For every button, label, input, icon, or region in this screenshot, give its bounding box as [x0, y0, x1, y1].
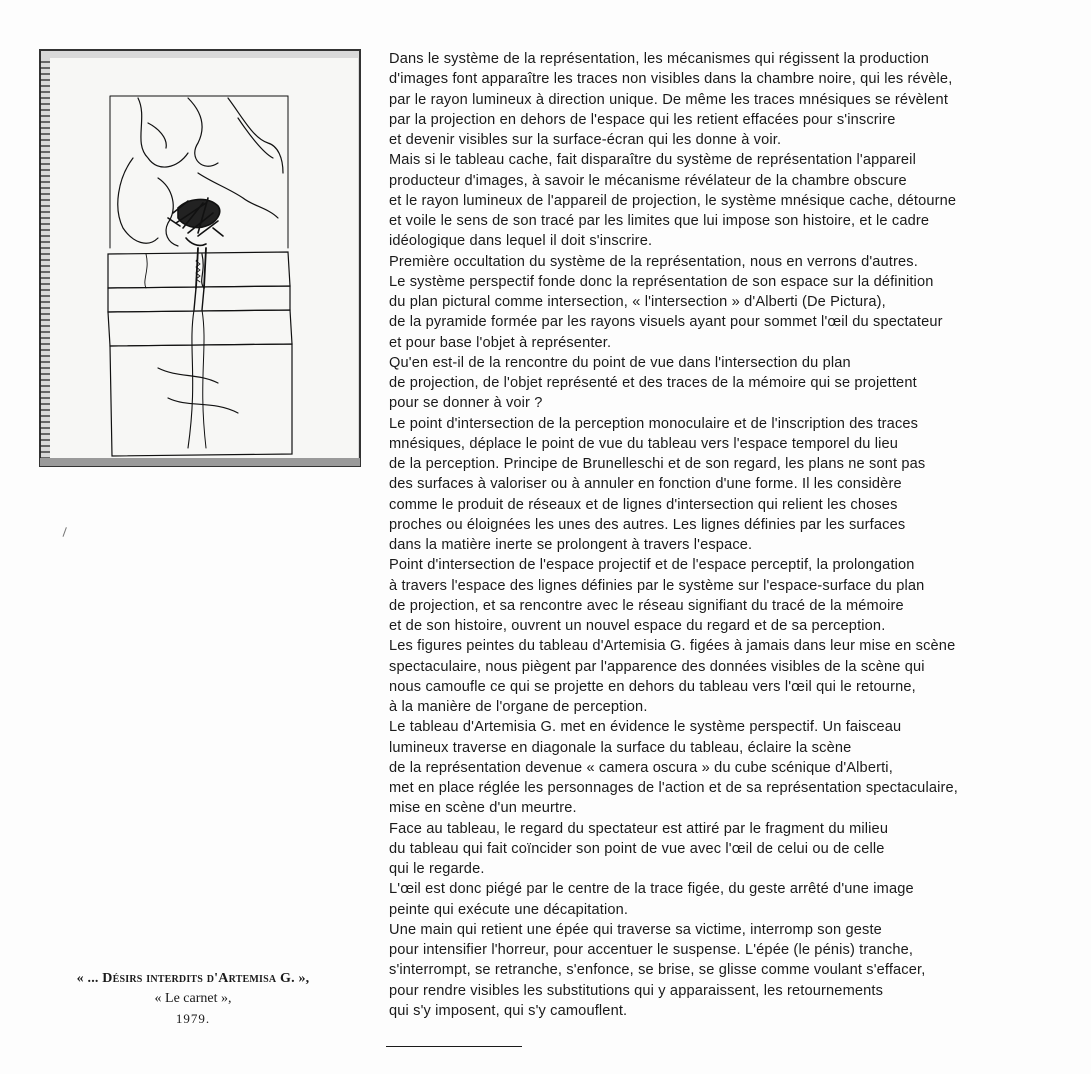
- footnote-rule: [386, 1046, 522, 1047]
- text-line: et pour base l'objet à représenter.: [389, 334, 612, 351]
- text-line: dans la matière inerte se prolongent à travers l'espace.: [389, 537, 753, 553]
- text-line: Dans le système de la représentation, les mécanismes qui régissent la production: [389, 51, 930, 67]
- text-line: met en place réglée les personnages de l'action et de sa représentation spectaculaire,: [389, 780, 958, 796]
- text-line: à travers l'espace des lignes définies par le système sur l'espace-surface du plan: [389, 577, 925, 594]
- text-line: qui le regarde.: [389, 861, 485, 877]
- sketchbook-drawing: [38, 48, 364, 470]
- text-line: par le rayon lumineux à direction unique. De même les traces mnésiques se révèlent: [389, 91, 949, 108]
- text-line: et devenir visibles sur la surface-écran qui les donne à voir.: [389, 132, 782, 148]
- text-line: Le tableau d'Artemisia G. met en évidence le système perspectif. Un faisceau: [389, 719, 902, 736]
- text-line: Point d'intersection de l'espace projectif et de l'espace perceptif, la prolongation: [389, 557, 915, 574]
- spiral-binding: [40, 62, 50, 458]
- text-line: comme le produit de réseaux et de lignes d'intersection qui relient les choses: [389, 496, 898, 513]
- caption-year: 1979.: [175, 1011, 211, 1026]
- text-line: d'images font apparaître les traces non visibles dans la chambre noire, qui les révèle,: [389, 71, 953, 88]
- sketchbook-illustration: [38, 48, 364, 470]
- pencil-mark: [63, 527, 73, 539]
- text-line: et de son histoire, ouvrent un nouvel espace du regard et de sa perception.: [389, 618, 886, 634]
- text-line: et voile le sens de son tracé par les limites que lui impose son histoire, et le cadre: [389, 213, 930, 229]
- text-line: Le point d'intersection de la perception monoculaire et de l'inscription des traces: [389, 415, 919, 432]
- notebook-shadow: [40, 458, 360, 466]
- text-line: spectaculaire, nous piègent par l'apparence des données visibles de la scène qui: [389, 658, 925, 675]
- text-line: à la manière de l'organe de perception.: [389, 699, 648, 715]
- text-line: des surfaces à valoriser ou à annuler en fonction d'une forme. Il les considère: [389, 476, 902, 493]
- text-line: s'interrompt, se retranche, s'enfonce, se brise, se glisse comme voulant s'effacer,: [389, 962, 926, 979]
- text-line: par la projection en dehors de l'espace qui les retient effacées pour s'inscrire: [389, 111, 896, 128]
- text-line: Qu'en est-il de la rencontre du point de vue dans l'intersection du plan: [389, 354, 851, 371]
- text-line: qui s'y imposent, qui s'y camouflent.: [389, 1002, 628, 1019]
- text-line: de la représentation devenue « camera oscura » du cube scénique d'Alberti,: [389, 759, 893, 776]
- text-line: Première occultation du système de la représentation, nous en verrons d'autres.: [389, 253, 918, 270]
- text-line: du tableau qui fait coïncider son point de vue avec l'œil de celui ou de celle: [389, 840, 885, 857]
- figure-caption: [30, 968, 356, 1029]
- text-line: lumineux traverse en diagonale la surface du tableau, éclaire la scène: [389, 739, 852, 756]
- text-line: proches ou éloignées les unes des autres. Les lignes définies par les surfaces: [389, 516, 906, 533]
- text-line: peinte qui exécute une décapitation.: [389, 901, 629, 918]
- text-line: pour intensifier l'horreur, pour accentuer le suspense. L'épée (le pénis) tranche,: [389, 942, 914, 958]
- text-line: de projection, de l'objet représenté et des traces de la mémoire qui se projettent: [389, 375, 917, 391]
- text-line: Face au tableau, le regard du spectateur est attiré par le fragment du milieu: [389, 820, 889, 837]
- text-line: L'œil est donc piégé par le centre de la trace figée, du geste arrêté d'une image: [389, 881, 914, 898]
- text-line: Mais si le tableau cache, fait disparaître du système de représentation l'appareil: [389, 152, 916, 169]
- text-line: mnésiques, déplace le point de vue du tableau vers l'espace temporel du lieu: [389, 435, 899, 452]
- text-line: de la pyramide formée par les rayons visuels ayant pour sommet l'œil du spectateur: [389, 314, 943, 331]
- notebook-page: [50, 58, 358, 460]
- text-line: idéologique dans lequel il doit s'inscrire.: [389, 233, 653, 250]
- text-line: producteur d'images, à savoir le mécanisme révélateur de la chambre obscure: [389, 172, 907, 189]
- text-line: Les figures peintes du tableau d'Artemisia G. figées à jamais dans leur mise en scène: [389, 638, 956, 655]
- text-line: mise en scène d'un meurtre.: [389, 800, 577, 817]
- text-line: Une main qui retient une épée qui traverse sa victime, interromp son geste: [389, 921, 882, 938]
- text-line: et le rayon lumineux de l'appareil de projection, le système mnésique cache, détourne: [389, 192, 957, 209]
- body-text: [389, 49, 1079, 1021]
- text-line: pour se donner à voir ?: [389, 395, 543, 412]
- text-line: nous camoufle ce qui se projette en dehors du tableau vers l'œil qui le retourne,: [389, 678, 916, 695]
- text-line: pour rendre visibles les substitutions qui y apparaissent, les retournements: [389, 982, 884, 999]
- text-line: du plan pictural comme intersection, « l'intersection » d'Alberti (De Pictura),: [389, 294, 886, 310]
- text-line: Le système perspectif fonde donc la représentation de son espace sur la définition: [389, 273, 934, 290]
- text-line: de la perception. Principe de Brunelleschi et de son regard, les plans ne sont pas: [389, 456, 926, 472]
- text-line: de projection, et sa rencontre avec le réseau signifiant du tracé de la mémoire: [389, 597, 904, 614]
- caption-title: « ... Désirs interdits d'Artemisa G. »,: [76, 971, 310, 986]
- caption-subtitle: « Le carnet »,: [154, 991, 232, 1006]
